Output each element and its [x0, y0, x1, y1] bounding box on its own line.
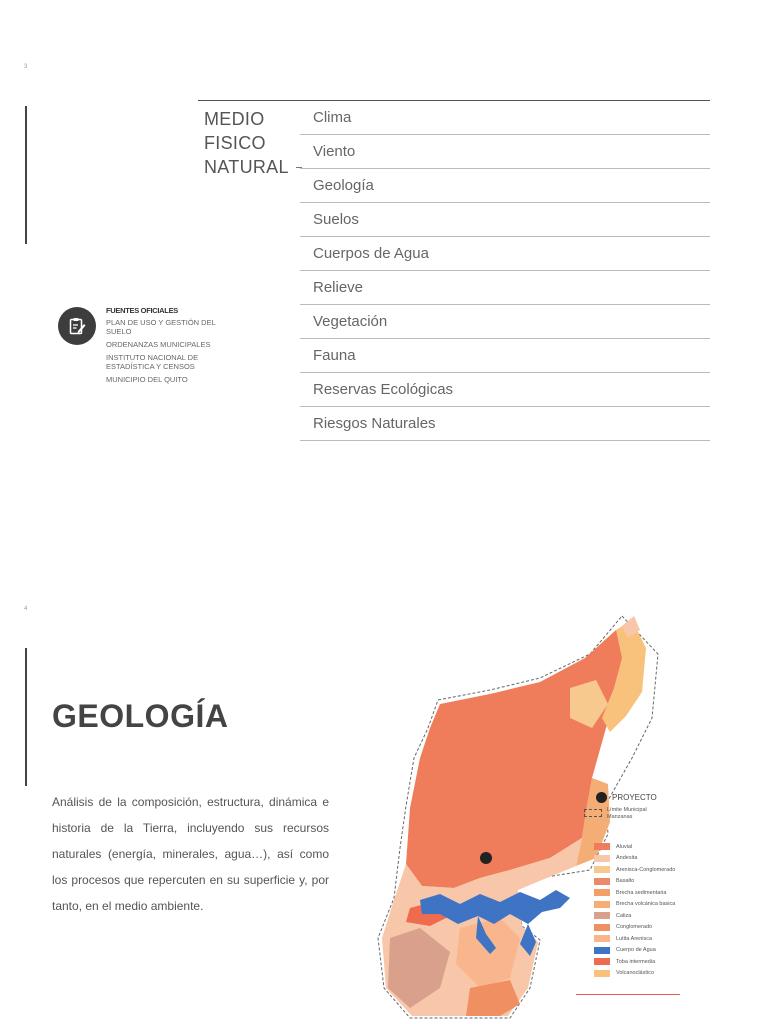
legend-label: Cuerpo de Agua	[616, 947, 656, 954]
topic-item: Reservas Ecológicas	[300, 373, 710, 407]
legend-limit-label: Manzanas	[607, 814, 633, 820]
page-number-top: 3	[24, 64, 28, 70]
legend-label: Arenisca-Conglomerado	[616, 866, 676, 873]
legend-swatch	[594, 855, 610, 862]
vertical-accent-bar	[25, 106, 27, 244]
legend-item	[582, 853, 700, 865]
source-item: INSTITUTO NACIONAL DE ESTADÍSTICA Y CENSOS	[106, 353, 199, 371]
legend-label: Brecha volcánica basica	[616, 901, 676, 908]
legend-limit	[582, 807, 700, 827]
legend-label: Conglomerado	[616, 924, 653, 931]
legend-swatch	[594, 958, 610, 965]
legend-item	[582, 910, 700, 922]
clipboard-edit-icon	[58, 307, 96, 345]
legend-label: Andesita	[616, 855, 638, 862]
legend-item	[582, 945, 700, 957]
legend-label: Lutita Arenisca	[616, 935, 653, 942]
topic-list	[300, 101, 710, 441]
section-title	[204, 107, 289, 179]
legend-item	[582, 887, 700, 899]
legend-item	[582, 956, 700, 968]
legend-items	[582, 841, 700, 979]
source-item: PLAN DE USO Y GESTIÓN DEL SUELO	[106, 318, 216, 336]
topic-item: Cuerpos de Agua	[300, 237, 710, 271]
topic-item: Geología	[300, 169, 710, 203]
topic-item: Clima	[300, 101, 710, 135]
topic-item: Vegetación	[300, 305, 710, 339]
topic-item: Fauna	[300, 339, 710, 373]
legend-item	[582, 841, 700, 853]
legend-underline	[576, 994, 680, 995]
source-item: ORDENANZAS MUNICIPALES	[106, 340, 211, 349]
dashed-boundary-icon	[584, 809, 602, 817]
legend-swatch	[594, 947, 610, 954]
map-legend	[582, 790, 700, 979]
legend-swatch	[594, 901, 610, 908]
legend-item	[582, 933, 700, 945]
legend-swatch	[594, 912, 610, 919]
geology-title: GEOLOGÍA	[52, 698, 229, 734]
topic-item: Viento	[300, 135, 710, 169]
legend-label: Brecha sedimentaria	[616, 889, 667, 896]
legend-project-label: PROYECTO	[612, 792, 657, 802]
legend-item	[582, 968, 700, 980]
legend-swatch	[594, 935, 610, 942]
legend-swatch	[594, 924, 610, 931]
legend-swatch	[594, 970, 610, 977]
legend-item	[582, 876, 700, 888]
legend-label: Basalto	[616, 878, 635, 885]
project-marker	[480, 852, 492, 864]
topic-item: Riesgos Naturales	[300, 407, 710, 441]
official-sources	[106, 306, 226, 388]
source-item: MUNICIPIO DEL QUITO	[106, 375, 188, 384]
legend-item	[582, 922, 700, 934]
legend-label: Toba intermedia	[616, 958, 656, 965]
legend-label: Caliza	[616, 912, 632, 919]
legend-project	[582, 790, 700, 804]
legend-swatch	[594, 843, 610, 850]
sources-heading: FUENTES OFICIALES	[106, 306, 178, 315]
legend-swatch	[594, 889, 610, 896]
project-dot-icon	[596, 792, 607, 803]
legend-label: Aluvial	[616, 843, 633, 850]
section-title-line: FISICO	[204, 133, 266, 153]
topic-item: Suelos	[300, 203, 710, 237]
legend-swatch	[594, 866, 610, 873]
topic-item: Relieve	[300, 271, 710, 305]
legend-label: Volcanoclástico	[616, 970, 654, 977]
legend-limit-label: Límite Municipal	[607, 807, 647, 813]
page-number-bottom: 4	[24, 606, 28, 612]
legend-item	[582, 899, 700, 911]
geology-description: Análisis de la composición, estructura, dinámica e historia de la Tierra, incluyendo sus recursos naturales (energía, minerales, agua…), así como los procesos que repercuten en su superficie y, por tanto, en el medio ambiente.	[52, 795, 329, 913]
vertical-accent-bar	[25, 648, 27, 786]
section-title-line: NATURAL	[204, 157, 289, 177]
legend-item	[582, 864, 700, 876]
legend-swatch	[594, 878, 610, 885]
section-title-line: MEDIO	[204, 109, 265, 129]
